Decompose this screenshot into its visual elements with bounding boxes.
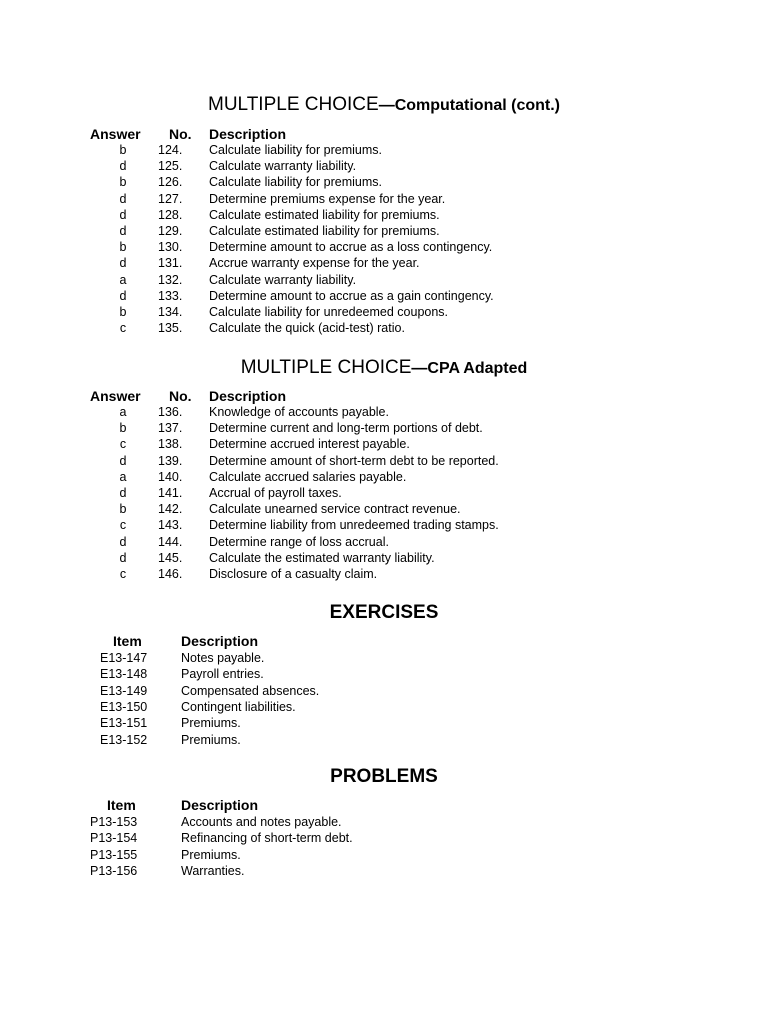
title-main: MULTIPLE CHOICE xyxy=(240,357,412,378)
description-cell: Accrual of payroll taxes. xyxy=(209,486,342,500)
description-cell: Calculate accrued salaries payable. xyxy=(209,469,407,484)
answer-cell: b xyxy=(119,502,127,517)
table-row xyxy=(0,223,768,239)
description-cell: Knowledge of accounts payable. xyxy=(209,405,389,419)
description-cell: Calculate unearned service contract revenue. xyxy=(209,502,461,517)
answer-cell: b xyxy=(119,175,127,190)
answer-cell: c xyxy=(119,567,127,581)
question-number-cell: 141. xyxy=(158,486,183,500)
table-row xyxy=(0,420,768,436)
table-row xyxy=(0,715,768,731)
question-number-cell: 133. xyxy=(158,288,183,303)
description-cell: Determine amount to accrue as a gain contingency. xyxy=(209,288,494,303)
table-row xyxy=(0,288,768,304)
item-cell: E13-147 xyxy=(100,651,148,665)
description-cell: Refinancing of short-term debt. xyxy=(181,831,353,846)
section-title-exercises xyxy=(0,602,768,624)
col-header-description: Description xyxy=(209,126,287,142)
item-cell: E13-150 xyxy=(100,699,148,714)
question-number-cell: 134. xyxy=(158,305,183,319)
table-row xyxy=(0,255,768,271)
item-cell: P13-155 xyxy=(90,847,138,862)
answer-cell: d xyxy=(119,207,127,222)
question-number-cell: 128. xyxy=(158,207,183,222)
col-header-no: No. xyxy=(169,388,192,404)
description-cell: Calculate the quick (acid-test) ratio. xyxy=(209,321,405,336)
table-row xyxy=(0,142,768,158)
table-row xyxy=(0,830,768,846)
description-cell: Disclosure of a casualty claim. xyxy=(209,567,378,581)
question-number-cell: 136. xyxy=(158,405,183,419)
answer-cell: d xyxy=(119,159,127,174)
title-sub: CPA Adapted xyxy=(427,360,528,377)
description-cell: Determine premiums expense for the year. xyxy=(209,191,446,206)
item-cell: E13-152 xyxy=(100,732,148,747)
table-row xyxy=(0,207,768,223)
table-row xyxy=(0,158,768,174)
answer-cell: a xyxy=(119,469,127,484)
question-number-cell: 138. xyxy=(158,437,183,452)
col-header-answer: Answer xyxy=(90,126,141,142)
col-header-item: Item xyxy=(107,797,136,813)
question-number-cell: 130. xyxy=(158,240,183,255)
answer-cell: d xyxy=(119,534,127,549)
answer-cell: b xyxy=(119,240,127,255)
table-row xyxy=(0,453,768,469)
col-header-description: Description xyxy=(181,797,259,813)
description-cell: Calculate liability for premiums. xyxy=(209,143,382,157)
description-cell: Notes payable. xyxy=(181,651,265,665)
question-number-cell: 131. xyxy=(158,256,183,271)
question-number-cell: 127. xyxy=(158,191,183,206)
title-main: MULTIPLE CHOICE xyxy=(208,94,379,115)
answer-cell: c xyxy=(119,518,127,533)
col-header-description: Description xyxy=(209,388,287,404)
item-cell: P13-153 xyxy=(90,815,138,829)
title-main: PROBLEMS xyxy=(330,766,438,787)
question-number-cell: 139. xyxy=(158,453,183,468)
question-number-cell: 140. xyxy=(158,469,183,484)
table-row xyxy=(0,683,768,699)
col-header-item: Item xyxy=(113,633,142,649)
description-cell: Accounts and notes payable. xyxy=(181,815,342,829)
description-cell: Payroll entries. xyxy=(181,667,264,682)
table-row xyxy=(0,191,768,207)
description-cell: Premiums. xyxy=(181,732,241,747)
table-row xyxy=(0,517,768,533)
answer-cell: d xyxy=(119,191,127,206)
col-header-description: Description xyxy=(181,633,259,649)
table-row xyxy=(0,501,768,517)
question-number-cell: 135. xyxy=(158,321,183,336)
question-number-cell: 143. xyxy=(158,518,183,533)
table-row xyxy=(0,666,768,682)
description-cell: Calculate liability for premiums. xyxy=(209,175,382,190)
table-row xyxy=(0,650,768,666)
question-number-cell: 142. xyxy=(158,502,183,517)
table-row xyxy=(0,469,768,485)
answer-cell: d xyxy=(119,486,127,500)
description-cell: Calculate liability for unredeemed coupons. xyxy=(209,305,449,319)
section-title-mc-computational xyxy=(0,94,768,116)
answer-cell: b xyxy=(119,143,127,157)
col-header-answer: Answer xyxy=(90,388,141,404)
section-title-problems xyxy=(0,766,768,788)
description-cell: Determine accrued interest payable. xyxy=(209,437,410,452)
item-cell: P13-154 xyxy=(90,831,138,846)
table-row xyxy=(0,814,768,830)
section-title-mc-cpa xyxy=(0,357,768,379)
title-dash: — xyxy=(378,97,395,114)
question-number-cell: 129. xyxy=(158,224,183,238)
question-number-cell: 144. xyxy=(158,534,183,549)
description-cell: Calculate warranty liability. xyxy=(209,272,357,287)
answer-cell: d xyxy=(119,288,127,303)
answer-cell: a xyxy=(119,272,127,287)
question-number-cell: 132. xyxy=(158,272,183,287)
description-cell: Determine amount of short-term debt to be reported. xyxy=(209,453,499,468)
table-row xyxy=(0,485,768,501)
table-row xyxy=(0,534,768,550)
description-cell: Determine amount to accrue as a loss contingency. xyxy=(209,240,493,255)
answer-cell: d xyxy=(119,256,127,271)
description-cell: Accrue warranty expense for the year. xyxy=(209,256,420,271)
table-row xyxy=(0,566,768,582)
description-cell: Calculate estimated liability for premiums. xyxy=(209,207,440,222)
answer-cell: a xyxy=(119,405,127,419)
table-row xyxy=(0,732,768,748)
description-cell: Premiums. xyxy=(181,716,241,731)
question-number-cell: 125. xyxy=(158,159,183,174)
table-row xyxy=(0,699,768,715)
item-cell: E13-149 xyxy=(100,683,148,698)
question-number-cell: 145. xyxy=(158,550,183,565)
answer-cell: c xyxy=(119,321,127,336)
table-row xyxy=(0,847,768,863)
title-main: EXERCISES xyxy=(329,602,439,623)
answer-cell: b xyxy=(119,421,127,436)
question-number-cell: 124. xyxy=(158,143,183,157)
table-row xyxy=(0,174,768,190)
title-dash: — xyxy=(411,360,428,377)
description-cell: Premiums. xyxy=(181,847,241,862)
description-cell: Determine range of loss accrual. xyxy=(209,534,389,549)
question-number-cell: 146. xyxy=(158,567,183,581)
answer-cell: d xyxy=(119,550,127,565)
table-row xyxy=(0,863,768,879)
item-cell: E13-148 xyxy=(100,667,148,682)
question-number-cell: 137. xyxy=(158,421,183,436)
answer-cell: b xyxy=(119,305,127,319)
description-cell: Calculate warranty liability. xyxy=(209,159,357,174)
description-cell: Determine current and long-term portions of debt. xyxy=(209,421,483,436)
answer-cell: c xyxy=(119,437,127,452)
table-row xyxy=(0,404,768,420)
description-cell: Compensated absences. xyxy=(181,683,320,698)
title-sub: Computational (cont.) xyxy=(394,97,560,114)
description-cell: Calculate the estimated warranty liability. xyxy=(209,550,435,565)
item-cell: P13-156 xyxy=(90,863,138,878)
answer-cell: d xyxy=(119,224,127,238)
table-row xyxy=(0,239,768,255)
description-cell: Contingent liabilities. xyxy=(181,699,296,714)
table-row xyxy=(0,304,768,320)
col-header-no: No. xyxy=(169,126,192,142)
table-row xyxy=(0,320,768,336)
table-row xyxy=(0,550,768,566)
item-cell: E13-151 xyxy=(100,716,148,731)
question-number-cell: 126. xyxy=(158,175,183,190)
description-cell: Calculate estimated liability for premiums. xyxy=(209,224,440,238)
description-cell: Warranties. xyxy=(181,863,245,878)
answer-cell: d xyxy=(119,453,127,468)
table-row xyxy=(0,272,768,288)
table-row xyxy=(0,436,768,452)
description-cell: Determine liability from unredeemed trading stamps. xyxy=(209,518,499,533)
